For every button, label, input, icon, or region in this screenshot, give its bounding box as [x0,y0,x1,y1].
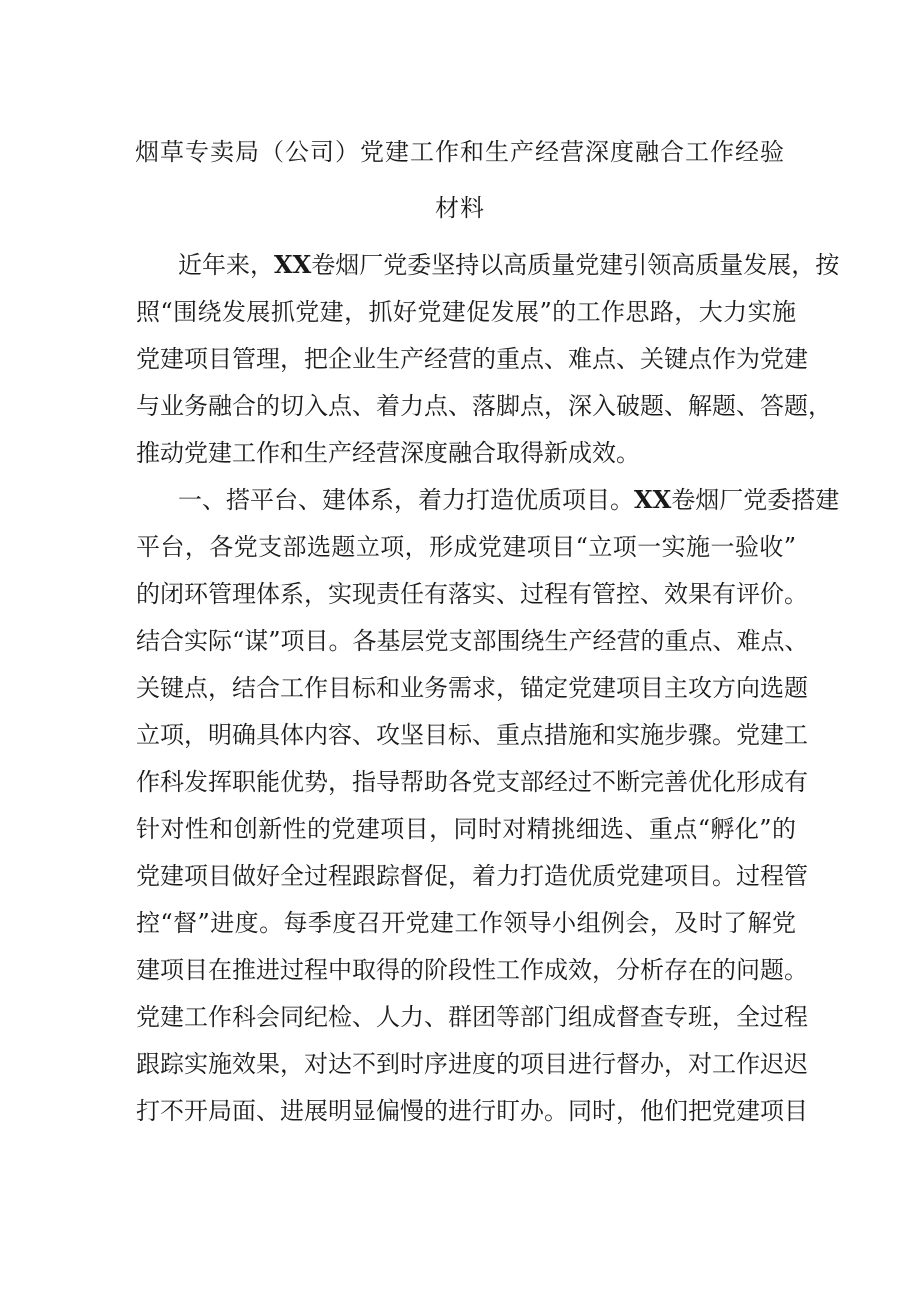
paragraph-1-line-2: 照“围绕发展抓党建，抓好党建促发展”的工作思路，大力实施 [136,298,796,326]
paragraph-2-line-12: 党建工作科会同纪检、人力、群团等部门组成督查专班，全过程 [136,1003,808,1031]
paragraph-2-line-8: 针对性和创新性的党建项目，同时对精挑细选、重点“孵化”的 [136,815,796,843]
paragraph-2-line-5: 关键点，结合工作目标和业务需求，锚定党建项目主攻方向选题 [136,674,808,702]
paragraph-2-line-1 [178,485,840,515]
paragraph-text: 卷烟厂党委坚持以高质量党建引领高质量发展，按 [311,251,840,279]
paragraph-2-line-11: 建项目在推进过程中取得的阶段性工作成效，分析存在的问题。 [136,956,808,984]
paragraph-2-line-10: 控“督”进度。每季度召开党建工作领导小组例会，及时了解党 [136,909,796,937]
paragraph-1-line-4: 与业务融合的切入点、着力点、落脚点，深入破题、解题、答题， [136,392,832,420]
paragraph-1-line-3: 党建项目管理，把企业生产经营的重点、难点、关键点作为党建 [136,345,808,373]
document-title-line-1: 烟草专卖局（公司）党建工作和生产经营深度融合工作经验 [135,138,785,166]
paragraph-2-line-6: 立项，明确具体内容、攻坚目标、重点措施和实施步骤。党建工 [136,721,808,749]
redacted-org-name: XX [634,485,672,514]
paragraph-2-line-14: 打不开局面、进展明显偏慢的进行盯办。同时，他们把党建项目 [136,1097,808,1125]
paragraph-2-line-4: 结合实际“谋”项目。各基层党支部围绕生产经营的重点、难点、 [136,627,809,655]
paragraph-text: 一、搭平台、建体系，着力打造优质项目。 [178,486,634,514]
paragraph-2-line-3: 的闭环管理体系，实现责任有落实、过程有管控、效果有评价。 [136,580,808,608]
redacted-org-name: XX [274,250,312,279]
paragraph-2-line-7: 作科发挥职能优势，指导帮助各党支部经过不断完善优化形成有 [136,768,808,796]
paragraph-2-line-2: 平台，各党支部选题立项，形成党建项目“立项一实施一验收” [136,533,796,561]
paragraph-2-line-9: 党建项目做好全过程跟踪督促，着力打造优质党建项目。过程管 [136,862,808,890]
paragraph-2-line-13: 跟踪实施效果，对达不到时序进度的项目进行督办，对工作迟迟 [136,1050,808,1078]
paragraph-1-line-1 [178,250,840,280]
paragraph-text: 近年来， [178,251,274,279]
paragraph-1-line-5: 推动党建工作和生产经营深度融合取得新成效。 [136,439,640,467]
document-title-line-2: 材料 [435,194,485,222]
paragraph-text: 卷烟厂党委搭建 [671,486,840,514]
